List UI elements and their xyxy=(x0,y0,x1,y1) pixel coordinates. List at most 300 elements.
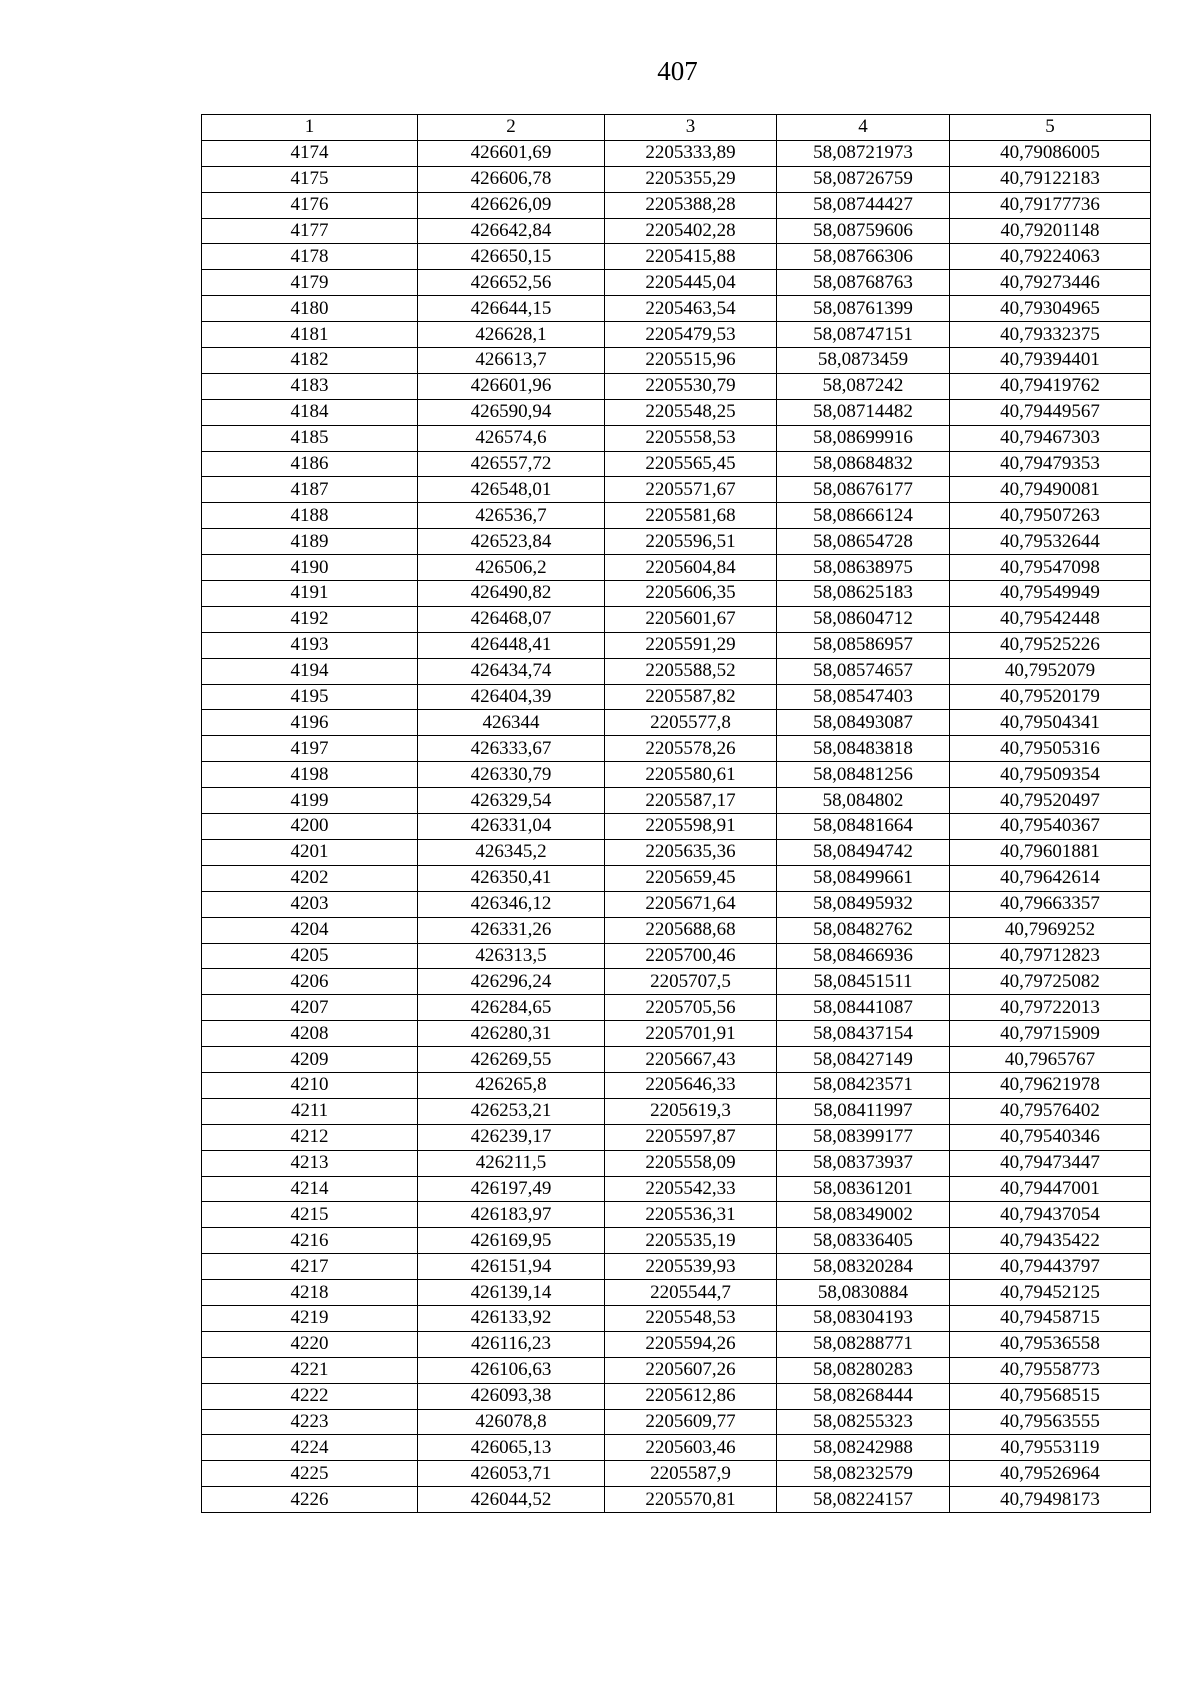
table-cell: 58,08676177 xyxy=(777,477,950,503)
table-cell: 4202 xyxy=(202,865,418,891)
table-cell: 4200 xyxy=(202,814,418,840)
table-cell: 2205548,25 xyxy=(605,399,777,425)
table-cell: 40,79621978 xyxy=(950,1072,1151,1098)
table-cell: 58,08699916 xyxy=(777,425,950,451)
table-cell: 40,79467303 xyxy=(950,425,1151,451)
table-row xyxy=(202,814,1151,840)
table-cell: 426523,84 xyxy=(418,529,605,555)
table-row xyxy=(202,736,1151,762)
table-cell: 4175 xyxy=(202,166,418,192)
table-row xyxy=(202,218,1151,244)
table-row xyxy=(202,192,1151,218)
table-cell: 4214 xyxy=(202,1176,418,1202)
table-cell: 2205588,52 xyxy=(605,658,777,684)
table-cell: 40,79540367 xyxy=(950,814,1151,840)
table-cell: 40,79715909 xyxy=(950,1021,1151,1047)
table-cell: 426626,09 xyxy=(418,192,605,218)
table-cell: 2205705,56 xyxy=(605,995,777,1021)
table-cell: 426280,31 xyxy=(418,1021,605,1047)
table-cell: 58,0830884 xyxy=(777,1280,950,1306)
table-cell: 426093,38 xyxy=(418,1383,605,1409)
table-cell: 2205536,31 xyxy=(605,1202,777,1228)
table-cell: 4183 xyxy=(202,373,418,399)
table-cell: 2205571,67 xyxy=(605,477,777,503)
table-cell: 4204 xyxy=(202,917,418,943)
table-cell: 40,79525226 xyxy=(950,632,1151,658)
table-cell: 426345,2 xyxy=(418,839,605,865)
table-cell: 2205580,61 xyxy=(605,762,777,788)
table-cell: 58,08441087 xyxy=(777,995,950,1021)
table-cell: 426331,04 xyxy=(418,814,605,840)
table-cell: 58,08666124 xyxy=(777,503,950,529)
table-cell: 426434,74 xyxy=(418,658,605,684)
table-cell: 426404,39 xyxy=(418,684,605,710)
table-cell: 58,08224157 xyxy=(777,1487,950,1513)
table-cell: 426133,92 xyxy=(418,1305,605,1331)
table-row xyxy=(202,1098,1151,1124)
table-cell: 40,79722013 xyxy=(950,995,1151,1021)
table-cell: 58,08766306 xyxy=(777,244,950,270)
table-row xyxy=(202,1150,1151,1176)
table-cell: 4192 xyxy=(202,606,418,632)
table-cell: 58,08349002 xyxy=(777,1202,950,1228)
table-cell: 2205596,51 xyxy=(605,529,777,555)
table-cell: 40,79177736 xyxy=(950,192,1151,218)
table-cell: 426644,15 xyxy=(418,296,605,322)
table-cell: 58,08411997 xyxy=(777,1098,950,1124)
table-cell: 2205535,19 xyxy=(605,1228,777,1254)
table-row xyxy=(202,839,1151,865)
table-row xyxy=(202,1383,1151,1409)
table-cell: 4220 xyxy=(202,1331,418,1357)
table-cell: 426601,96 xyxy=(418,373,605,399)
table-cell: 40,79568515 xyxy=(950,1383,1151,1409)
table-cell: 4217 xyxy=(202,1254,418,1280)
table-row xyxy=(202,425,1151,451)
table-cell: 40,79504341 xyxy=(950,710,1151,736)
table-cell: 40,79435422 xyxy=(950,1228,1151,1254)
table-cell: 58,08759606 xyxy=(777,218,950,244)
table-row xyxy=(202,1072,1151,1098)
table-cell: 4222 xyxy=(202,1383,418,1409)
table-row xyxy=(202,244,1151,270)
table-cell: 58,08280283 xyxy=(777,1357,950,1383)
table-cell: 40,79558773 xyxy=(950,1357,1151,1383)
table-cell: 2205333,89 xyxy=(605,140,777,166)
table-cell: 2205565,45 xyxy=(605,451,777,477)
table-cell: 426044,52 xyxy=(418,1487,605,1513)
table-cell: 2205581,68 xyxy=(605,503,777,529)
table-cell: 40,79520179 xyxy=(950,684,1151,710)
table-cell: 4174 xyxy=(202,140,418,166)
table-cell: 2205530,79 xyxy=(605,373,777,399)
table-cell: 426053,71 xyxy=(418,1461,605,1487)
table-cell: 40,79498173 xyxy=(950,1487,1151,1513)
table-cell: 2205700,46 xyxy=(605,943,777,969)
table-cell: 2205659,45 xyxy=(605,865,777,891)
table-row xyxy=(202,296,1151,322)
table-cell: 58,08466936 xyxy=(777,943,950,969)
table-row xyxy=(202,1021,1151,1047)
table-cell: 2205402,28 xyxy=(605,218,777,244)
table-cell: 58,084802 xyxy=(777,788,950,814)
table-cell: 40,79086005 xyxy=(950,140,1151,166)
coordinates-table xyxy=(201,114,1151,1513)
table-cell: 58,0873459 xyxy=(777,348,950,374)
table-cell: 426106,63 xyxy=(418,1357,605,1383)
table-cell: 426284,65 xyxy=(418,995,605,1021)
table-cell: 2205635,36 xyxy=(605,839,777,865)
table-row xyxy=(202,1409,1151,1435)
table-cell: 4193 xyxy=(202,632,418,658)
table-cell: 58,08482762 xyxy=(777,917,950,943)
table-cell: 426065,13 xyxy=(418,1435,605,1461)
table-cell: 426574,6 xyxy=(418,425,605,451)
table-cell: 40,79449567 xyxy=(950,399,1151,425)
table-cell: 58,08320284 xyxy=(777,1254,950,1280)
table-cell: 2205591,29 xyxy=(605,632,777,658)
column-header: 1 xyxy=(202,115,418,141)
table-cell: 40,79520497 xyxy=(950,788,1151,814)
table-cell: 40,79547098 xyxy=(950,555,1151,581)
table-cell: 426253,21 xyxy=(418,1098,605,1124)
table-row xyxy=(202,1461,1151,1487)
table-cell: 58,08288771 xyxy=(777,1331,950,1357)
table-cell: 2205415,88 xyxy=(605,244,777,270)
table-cell: 426468,07 xyxy=(418,606,605,632)
table-cell: 4221 xyxy=(202,1357,418,1383)
table-cell: 40,79224063 xyxy=(950,244,1151,270)
table-cell: 426350,41 xyxy=(418,865,605,891)
table-cell: 4213 xyxy=(202,1150,418,1176)
table-cell: 40,79201148 xyxy=(950,218,1151,244)
table-cell: 58,08499661 xyxy=(777,865,950,891)
table-cell: 40,79122183 xyxy=(950,166,1151,192)
table-row xyxy=(202,1202,1151,1228)
table-cell: 4195 xyxy=(202,684,418,710)
table-cell: 58,08654728 xyxy=(777,529,950,555)
table-cell: 2205515,96 xyxy=(605,348,777,374)
table-cell: 40,79712823 xyxy=(950,943,1151,969)
table-cell: 2205597,87 xyxy=(605,1124,777,1150)
table-cell: 40,7965767 xyxy=(950,1047,1151,1073)
table-cell: 4189 xyxy=(202,529,418,555)
table-cell: 2205542,33 xyxy=(605,1176,777,1202)
table-cell: 40,79576402 xyxy=(950,1098,1151,1124)
column-header: 2 xyxy=(418,115,605,141)
table-cell: 40,79443797 xyxy=(950,1254,1151,1280)
table-cell: 2205603,46 xyxy=(605,1435,777,1461)
table-cell: 58,08483818 xyxy=(777,736,950,762)
table-cell: 40,79473447 xyxy=(950,1150,1151,1176)
table-cell: 426330,79 xyxy=(418,762,605,788)
table-row xyxy=(202,1435,1151,1461)
table-cell: 2205594,26 xyxy=(605,1331,777,1357)
table-cell: 426265,8 xyxy=(418,1072,605,1098)
table-cell: 58,08451511 xyxy=(777,969,950,995)
table-cell: 426296,24 xyxy=(418,969,605,995)
table-cell: 426652,56 xyxy=(418,270,605,296)
table-cell: 2205544,7 xyxy=(605,1280,777,1306)
table-row xyxy=(202,1124,1151,1150)
table-row xyxy=(202,658,1151,684)
table-cell: 40,79540346 xyxy=(950,1124,1151,1150)
table-cell: 426078,8 xyxy=(418,1409,605,1435)
table-cell: 58,08726759 xyxy=(777,166,950,192)
table-row xyxy=(202,606,1151,632)
table-cell: 58,08625183 xyxy=(777,581,950,607)
table-cell: 4225 xyxy=(202,1461,418,1487)
table-cell: 40,79553119 xyxy=(950,1435,1151,1461)
table-cell: 426536,7 xyxy=(418,503,605,529)
table-cell: 4218 xyxy=(202,1280,418,1306)
table-cell: 58,08304193 xyxy=(777,1305,950,1331)
table-cell: 2205646,33 xyxy=(605,1072,777,1098)
table-cell: 2205388,28 xyxy=(605,192,777,218)
table-cell: 58,08744427 xyxy=(777,192,950,218)
table-cell: 58,08721973 xyxy=(777,140,950,166)
table-cell: 426606,78 xyxy=(418,166,605,192)
table-cell: 4203 xyxy=(202,891,418,917)
table-cell: 4205 xyxy=(202,943,418,969)
table-cell: 426211,5 xyxy=(418,1150,605,1176)
table-cell: 2205578,26 xyxy=(605,736,777,762)
table-cell: 2205445,04 xyxy=(605,270,777,296)
table-cell: 2205707,5 xyxy=(605,969,777,995)
table-cell: 2205558,53 xyxy=(605,425,777,451)
table-cell: 4211 xyxy=(202,1098,418,1124)
table-cell: 426490,82 xyxy=(418,581,605,607)
table-row xyxy=(202,684,1151,710)
table-cell: 4187 xyxy=(202,477,418,503)
table-cell: 4216 xyxy=(202,1228,418,1254)
table-row xyxy=(202,995,1151,1021)
table-row xyxy=(202,865,1151,891)
table-row xyxy=(202,788,1151,814)
table-cell: 426628,1 xyxy=(418,322,605,348)
table-cell: 40,79536558 xyxy=(950,1331,1151,1357)
table-cell: 58,08493087 xyxy=(777,710,950,736)
table-cell: 426344 xyxy=(418,710,605,736)
table-row xyxy=(202,1305,1151,1331)
table-cell: 426183,97 xyxy=(418,1202,605,1228)
table-cell: 58,08495932 xyxy=(777,891,950,917)
table-row xyxy=(202,917,1151,943)
table-cell: 426331,26 xyxy=(418,917,605,943)
table-cell: 4223 xyxy=(202,1409,418,1435)
table-cell: 2205671,64 xyxy=(605,891,777,917)
table-row xyxy=(202,969,1151,995)
column-header: 4 xyxy=(777,115,950,141)
table-cell: 4176 xyxy=(202,192,418,218)
table-cell: 40,79663357 xyxy=(950,891,1151,917)
table-cell: 2205539,93 xyxy=(605,1254,777,1280)
table-row xyxy=(202,1357,1151,1383)
table-cell: 40,79458715 xyxy=(950,1305,1151,1331)
table-cell: 426506,2 xyxy=(418,555,605,581)
table-cell: 426448,41 xyxy=(418,632,605,658)
table-row xyxy=(202,322,1151,348)
table-cell: 58,08761399 xyxy=(777,296,950,322)
table-cell: 58,08547403 xyxy=(777,684,950,710)
table-cell: 40,79532644 xyxy=(950,529,1151,555)
table-cell: 426169,95 xyxy=(418,1228,605,1254)
table-cell: 58,08586957 xyxy=(777,632,950,658)
page-number: 407 xyxy=(657,56,698,86)
table-cell: 40,7969252 xyxy=(950,917,1151,943)
table-cell: 58,08714482 xyxy=(777,399,950,425)
table-cell: 4194 xyxy=(202,658,418,684)
table-cell: 40,79394401 xyxy=(950,348,1151,374)
table-cell: 58,08481256 xyxy=(777,762,950,788)
table-cell: 40,79601881 xyxy=(950,839,1151,865)
table-cell: 4180 xyxy=(202,296,418,322)
table-cell: 2205598,91 xyxy=(605,814,777,840)
table-cell: 58,08268444 xyxy=(777,1383,950,1409)
table-row xyxy=(202,503,1151,529)
table-cell: 40,79725082 xyxy=(950,969,1151,995)
column-header: 5 xyxy=(950,115,1151,141)
table-row xyxy=(202,1228,1151,1254)
table-row xyxy=(202,270,1151,296)
table-cell: 426642,84 xyxy=(418,218,605,244)
table-cell: 58,087242 xyxy=(777,373,950,399)
table-cell: 4181 xyxy=(202,322,418,348)
table-cell: 426613,7 xyxy=(418,348,605,374)
table-cell: 40,79642614 xyxy=(950,865,1151,891)
table-cell: 4197 xyxy=(202,736,418,762)
table-cell: 58,08373937 xyxy=(777,1150,950,1176)
table-cell: 426116,23 xyxy=(418,1331,605,1357)
table-cell: 58,08242988 xyxy=(777,1435,950,1461)
table-cell: 58,08437154 xyxy=(777,1021,950,1047)
table-cell: 2205619,3 xyxy=(605,1098,777,1124)
table-cell: 4186 xyxy=(202,451,418,477)
table-cell: 58,08423571 xyxy=(777,1072,950,1098)
table-cell: 2205479,53 xyxy=(605,322,777,348)
table-cell: 58,08574657 xyxy=(777,658,950,684)
table-cell: 58,08638975 xyxy=(777,555,950,581)
table-cell: 2205587,17 xyxy=(605,788,777,814)
table-cell: 4224 xyxy=(202,1435,418,1461)
table-row xyxy=(202,1280,1151,1306)
table-row xyxy=(202,555,1151,581)
table-cell: 426313,5 xyxy=(418,943,605,969)
table-row xyxy=(202,373,1151,399)
table-cell: 58,08604712 xyxy=(777,606,950,632)
table-cell: 40,79273446 xyxy=(950,270,1151,296)
table-cell: 2205601,67 xyxy=(605,606,777,632)
table-cell: 426269,55 xyxy=(418,1047,605,1073)
table-cell: 4196 xyxy=(202,710,418,736)
table-cell: 4184 xyxy=(202,399,418,425)
table-row xyxy=(202,581,1151,607)
table-cell: 40,79419762 xyxy=(950,373,1151,399)
table-cell: 426590,94 xyxy=(418,399,605,425)
table-cell: 2205570,81 xyxy=(605,1487,777,1513)
table-cell: 40,79542448 xyxy=(950,606,1151,632)
table-cell: 426333,67 xyxy=(418,736,605,762)
table-row xyxy=(202,943,1151,969)
table-cell: 426151,94 xyxy=(418,1254,605,1280)
table-row xyxy=(202,762,1151,788)
table-cell: 426557,72 xyxy=(418,451,605,477)
table-cell: 58,08255323 xyxy=(777,1409,950,1435)
table-cell: 2205355,29 xyxy=(605,166,777,192)
table-cell: 58,08336405 xyxy=(777,1228,950,1254)
table-row xyxy=(202,1487,1151,1513)
table-cell: 4206 xyxy=(202,969,418,995)
table-cell: 2205667,43 xyxy=(605,1047,777,1073)
table-cell: 4190 xyxy=(202,555,418,581)
table-cell: 40,79549949 xyxy=(950,581,1151,607)
table-row xyxy=(202,166,1151,192)
table-cell: 58,08684832 xyxy=(777,451,950,477)
table-cell: 58,08481664 xyxy=(777,814,950,840)
table-cell: 2205609,77 xyxy=(605,1409,777,1435)
table-row xyxy=(202,1331,1151,1357)
table-cell: 4179 xyxy=(202,270,418,296)
table-cell: 58,08768763 xyxy=(777,270,950,296)
table-cell: 4212 xyxy=(202,1124,418,1150)
table-cell: 2205606,35 xyxy=(605,581,777,607)
table-cell: 4226 xyxy=(202,1487,418,1513)
table-row xyxy=(202,1047,1151,1073)
table-cell: 4182 xyxy=(202,348,418,374)
table-cell: 2205612,86 xyxy=(605,1383,777,1409)
table-cell: 4177 xyxy=(202,218,418,244)
table-cell: 4188 xyxy=(202,503,418,529)
table-row xyxy=(202,348,1151,374)
table-cell: 2205701,91 xyxy=(605,1021,777,1047)
table-row xyxy=(202,399,1151,425)
table-row xyxy=(202,1254,1151,1280)
table-cell: 40,79563555 xyxy=(950,1409,1151,1435)
table-cell: 2205463,54 xyxy=(605,296,777,322)
table-cell: 58,08427149 xyxy=(777,1047,950,1073)
table-cell: 40,7952079 xyxy=(950,658,1151,684)
table-cell: 4210 xyxy=(202,1072,418,1098)
table-body xyxy=(202,140,1151,1512)
table-cell: 4208 xyxy=(202,1021,418,1047)
table-cell: 4209 xyxy=(202,1047,418,1073)
table-cell: 40,79479353 xyxy=(950,451,1151,477)
table-cell: 2205587,9 xyxy=(605,1461,777,1487)
table-cell: 426346,12 xyxy=(418,891,605,917)
table-row xyxy=(202,140,1151,166)
table-cell: 40,79437054 xyxy=(950,1202,1151,1228)
table-cell: 4185 xyxy=(202,425,418,451)
table-cell: 4191 xyxy=(202,581,418,607)
table-cell: 40,79447001 xyxy=(950,1176,1151,1202)
table-cell: 40,79332375 xyxy=(950,322,1151,348)
table-cell: 426139,14 xyxy=(418,1280,605,1306)
table-cell: 426548,01 xyxy=(418,477,605,503)
table-row xyxy=(202,529,1151,555)
table-cell: 2205604,84 xyxy=(605,555,777,581)
table-cell: 4219 xyxy=(202,1305,418,1331)
table-cell: 426239,17 xyxy=(418,1124,605,1150)
table-cell: 40,79507263 xyxy=(950,503,1151,529)
table-cell: 426197,49 xyxy=(418,1176,605,1202)
table-cell: 40,79526964 xyxy=(950,1461,1151,1487)
table-cell: 2205688,68 xyxy=(605,917,777,943)
table-cell: 4215 xyxy=(202,1202,418,1228)
table-row xyxy=(202,451,1151,477)
table-cell: 426329,54 xyxy=(418,788,605,814)
table-cell: 58,08232579 xyxy=(777,1461,950,1487)
table-cell: 58,08361201 xyxy=(777,1176,950,1202)
